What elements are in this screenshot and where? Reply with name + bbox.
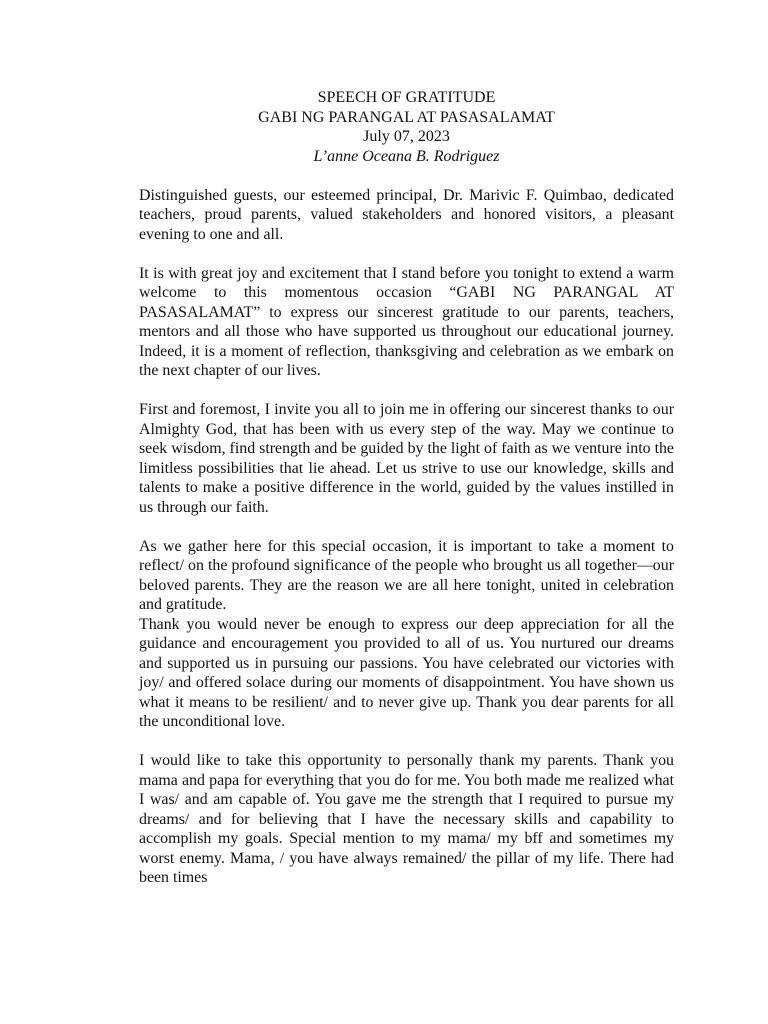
speech-date: July 07, 2023: [363, 128, 450, 145]
paragraph-parents-thanks: Thank you would never be enough to express our deep appreciation for all the guidance and encouragement you provided to all of us. You nurtured our dreams and supported us in pursuing our passions. You have celebrated our victories with joy/ and offered solace during our moments of disappointment. You have shown us what it means to be resilient/ and to never give up. Thank you dear parents for all the unconditional love.: [139, 615, 674, 730]
paragraph-thanks-god: First and foremost, I invite you all to join me in offering our sincerest thanks to our Almighty God, that has been with us every step of the way. May we continue to seek wisdom, find strength and be guided by the light of faith as we venture into the limitless possibilities that lie ahead. Let us strive to use our knowledge, skills and talents to make a positive difference in the world, guided by the values instilled in us through our faith.: [139, 401, 674, 516]
spacer: [139, 244, 674, 264]
spacer: [139, 166, 674, 186]
speech-title: SPEECH OF GRATITUDE: [317, 89, 496, 106]
spacer: [139, 517, 674, 537]
spacer: [139, 381, 674, 401]
paragraph-welcome: It is with great joy and excitement that I stand before you tonight to extend a warm welcome to this momentous occasion “GABI NG PARANGAL AT PASASALAMAT” to express our sincerest gratitude to our parents, teachers, mentors and all those who have supported us throughout our educational journey. Indeed, it is a moment of reflection, thanksgiving and celebration as we embark on the next chapter of our lives.: [139, 264, 674, 379]
paragraph-parents-reflection: As we gather here for this special occasion, it is important to take a moment to reflect/ on the profound significance of the people who brought us all together—our beloved parents. They are the reason we are all here tonight, united in celebration and gratitude.: [139, 537, 674, 613]
speech-author: L’anne Oceana B. Rodriguez: [313, 147, 500, 165]
event-name: GABI NG PARANGAL AT PASASALAMAT: [258, 108, 555, 126]
paragraph-personal-thanks: I would like to take this opportunity to personally thank my parents. Thank you mama and papa for everything that you do for me. You both made me realized what I was/ and am capable of. You gave me the strength that I required to pursue my dreams/ and for believing that I have the necessary skills and capability to accomplish my goals. Special mention to my mama/ my bff and sometimes my worst enemy. Mama, / you have always remained/ the pillar of my life. There had been times: [139, 752, 674, 886]
spacer: [139, 732, 674, 752]
paragraph-greeting: Distinguished guests, our esteemed principal, Dr. Marivic F. Quimbao, dedicated teachers, proud parents, valued stakeholders and honored visitors, a pleasant evening to one and all.: [139, 186, 674, 243]
document-page: [139, 88, 674, 888]
speech-header: [139, 88, 674, 166]
